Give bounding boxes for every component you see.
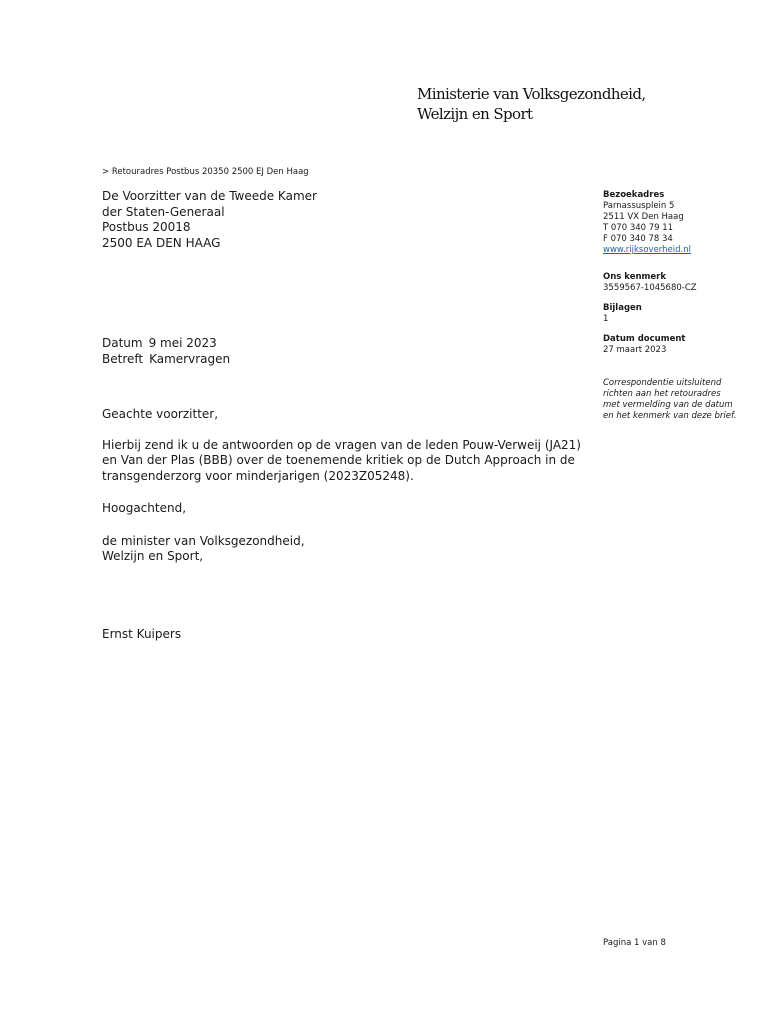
logo-line-1: Ministerie van Volksgezondheid, bbox=[417, 85, 646, 103]
attachments-block bbox=[603, 303, 743, 325]
document-date-label: Datum document bbox=[603, 334, 686, 344]
date-row bbox=[102, 335, 230, 351]
attachments-label: Bijlagen bbox=[603, 303, 642, 313]
document-date-value: 27 maart 2023 bbox=[603, 345, 667, 355]
addressee-line-3: Postbus 20018 bbox=[102, 220, 191, 234]
signer-line-1: de minister van Volksgezondheid, bbox=[102, 533, 305, 548]
visit-city: 2511 VX Den Haag bbox=[603, 212, 684, 222]
addressee-line-1: De Voorzitter van de Tweede Kamer bbox=[102, 189, 317, 203]
subject-value: Kamervragen bbox=[149, 352, 231, 366]
correspondence-note: Correspondentie uitsluitend richten aan het retouradres met vermelding van de datum en het kenmerk van deze brief. bbox=[603, 378, 737, 421]
signer-name: Ernst Kuipers bbox=[102, 627, 182, 641]
reference-value: 3559567-1045680-CZ bbox=[603, 283, 697, 293]
addressee-line-2: der Staten-Generaal bbox=[102, 204, 225, 219]
sidebar-info bbox=[603, 190, 743, 422]
signer-line-2: Welzijn en Sport, bbox=[102, 549, 204, 563]
letter-meta bbox=[102, 335, 230, 367]
addressee-line-4: 2500 EA DEN HAAG bbox=[102, 235, 221, 250]
visit-street: Parnassusplein 5 bbox=[603, 201, 675, 211]
date-label: Datum bbox=[102, 336, 143, 350]
body-paragraph: Hierbij zend ik u de antwoorden op de vragen van de leden Pouw-Verweij (JA21) en Van der Plas (BBB) over de toenemende kritiek op de Dutch Approach in de transgenderzorg voor minderjarigen (2023Z05248). bbox=[102, 437, 581, 483]
page-number: Pagina 1 van 8 bbox=[603, 938, 666, 948]
document-date-block bbox=[603, 334, 743, 356]
subject-row bbox=[102, 351, 230, 367]
visit-address-label: Bezoekadres bbox=[603, 190, 665, 200]
addressee-block bbox=[102, 189, 317, 251]
return-address: > Retouradres Postbus 20350 2500 EJ Den Haag bbox=[102, 167, 309, 177]
ministry-logo bbox=[417, 84, 646, 124]
letter-body bbox=[102, 407, 594, 565]
website-link[interactable]: www.rijksoverheid.nl bbox=[603, 245, 691, 255]
visit-address-block bbox=[603, 190, 743, 256]
signer-title bbox=[102, 534, 594, 565]
reference-label: Ons kenmerk bbox=[603, 272, 667, 282]
date-value: 9 mei 2023 bbox=[148, 336, 217, 350]
attachments-value: 1 bbox=[603, 314, 609, 324]
phone-number: T 070 340 79 11 bbox=[603, 223, 674, 233]
salutation: Geachte voorzitter, bbox=[102, 407, 219, 421]
fax-number: F 070 340 78 34 bbox=[603, 234, 673, 244]
logo-line-2: Welzijn en Sport bbox=[417, 105, 533, 123]
subject-label: Betreft bbox=[102, 352, 144, 366]
closing: Hoogachtend, bbox=[102, 501, 187, 515]
reference-block bbox=[603, 272, 743, 294]
